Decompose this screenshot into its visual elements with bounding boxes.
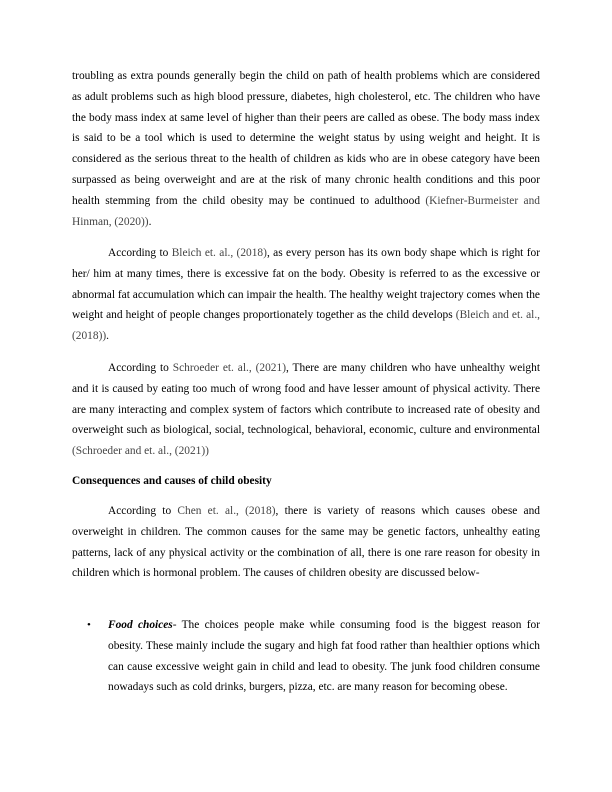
citation-schroeder-inline: Schroeder et. al., (2021) <box>172 362 286 374</box>
paragraph-1 <box>72 66 540 232</box>
bullet-icon: • <box>87 619 91 631</box>
heading-consequences-causes: Consequences and causes of child obesity <box>72 475 272 487</box>
bullet-term: Food choices <box>108 619 173 631</box>
citation-schroeder: (Schroeder and et. al., (2021)) <box>72 445 209 458</box>
paragraph-2-tail: . <box>106 330 110 343</box>
paragraph-4-text: , there is variety of reasons which causes obese and overweight in children. The common causes for the same may be genetic factors, unhealthy eating patterns, lack of any physical activity or the combination of all, there is one rare reason for obesity in children which is hormonal problem. The causes of children obesity are discussed below- <box>72 505 540 580</box>
bullet-item-food-choices <box>87 615 540 698</box>
paragraph-2-text: , as every person has its own body shape which is right for her/ him at many times, there is excessive fat on the body. Obesity is referred to as the excessive or abnormal fat accumulation which can impair the health. The healthy weight trajectory comes when the weight and height of people changes proportionately together as the child develops <box>72 247 540 322</box>
paragraph-2-lead: According to <box>108 247 172 259</box>
citation-bleich: (Bleich and et. al., (2018)) <box>72 309 541 343</box>
paragraph-4 <box>72 501 540 584</box>
paragraph-3-lead: According to <box>108 362 173 374</box>
paragraph-1-text: troubling as extra pounds generally begin the child on path of health problems which are considered as adult problems such as high blood pressure, diabetes, high cholesterol, etc. The children who have the body mass index at same level of higher than their peers are called as obese. The body mass index is said to be a tool which is used to determine the weight status by using weight and height. It is considered as the serious threat to the health of children as kids who are in obese category have been surpassed as being overweight and are at the risk of many chronic health conditions and this poor health stemming from the child obesity may be continued to adulthood <box>72 70 540 207</box>
bullet-text: - The choices people make while consuming food is the biggest reason for obesity. These mainly include the sugary and high fat food rather than healthier options which can cause excessive weight gain in child and lead to obesity. The junk food children consume nowadays such as cold drinks, burgers, pizza, etc. are many reason for becoming obese. <box>108 619 540 694</box>
citation-kiefner: (Kiefner-Burmeister and Hinman, (2020)) <box>72 194 540 228</box>
paragraph-4-lead: According to <box>108 505 178 517</box>
section-heading <box>72 471 540 492</box>
paragraph-1-tail: . <box>148 215 152 228</box>
citation-chen-inline: Chen et. al., (2018) <box>177 505 276 517</box>
citation-bleich-inline: Bleich et. al., (2018) <box>171 247 267 259</box>
paragraph-3-text: , There are many children who have unhealthy weight and it is caused by eating too much of wrong food and have lesser amount of physical activity. There are many interacting and complex system of factors which contribute to increased rate of obesity and overweight such as biological, social, technological, behavioral, economic, culture and environmental <box>72 362 540 437</box>
paragraph-3 <box>72 358 540 462</box>
paragraph-2 <box>72 243 540 347</box>
